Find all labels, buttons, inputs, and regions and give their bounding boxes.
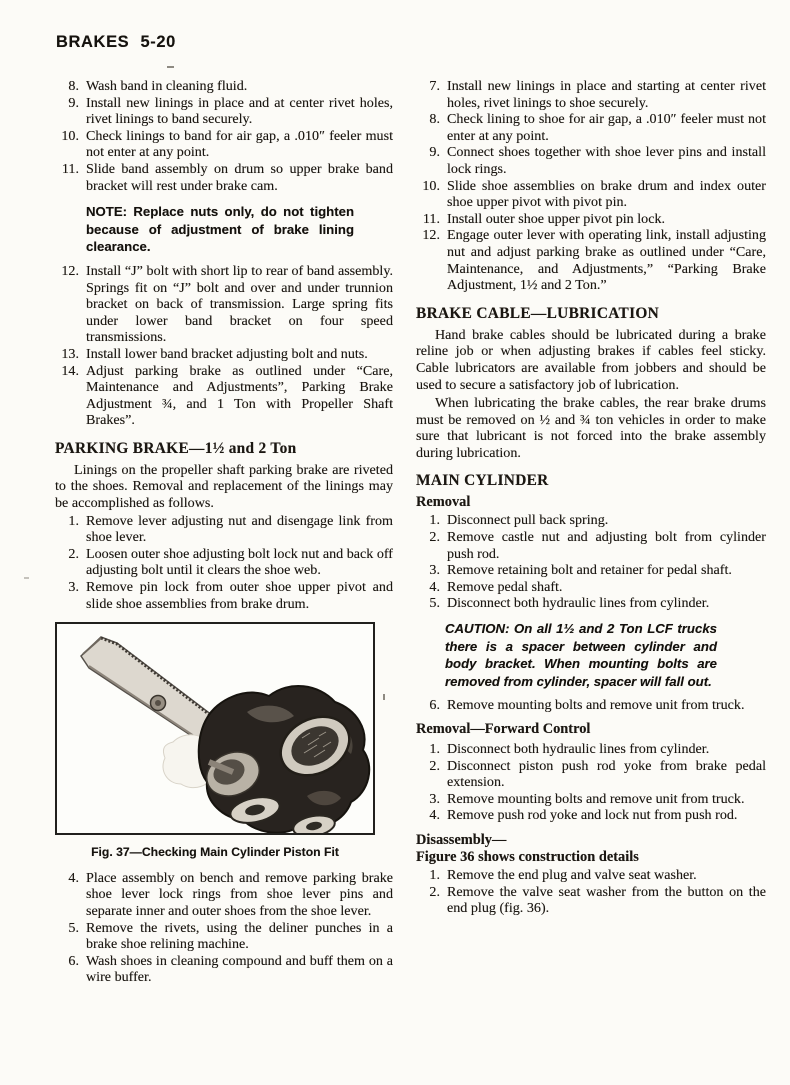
item-number: 5.: [68, 919, 79, 936]
numbered-list-main-cylinder-removal: [416, 512, 766, 612]
figure-37-photo-frame: [55, 622, 375, 835]
left-column: [55, 78, 393, 986]
item-text: Adjust parking brake as outlined under “Care, Maintenance and Adjustments”, Parking Brake Adjustment ¾, and 1 Ton with Propeller Shaft Brakes”.: [86, 362, 393, 429]
item-text: Disconnect pull back spring.: [447, 512, 609, 529]
item-number: 1.: [429, 512, 440, 529]
item-number: 7.: [429, 78, 440, 94]
item-text: Install lower band bracket adjusting bolt and nuts.: [86, 345, 368, 362]
list-item: [416, 178, 766, 211]
item-text: Loosen outer shoe adjusting bolt lock nut and back off adjusting bolt until it clears the shoe web.: [86, 545, 394, 579]
list-item: [55, 363, 393, 429]
item-number: 1.: [429, 866, 440, 883]
item-number: 6.: [68, 952, 79, 969]
item-text: Engage outer lever with operating link, install adjusting nut and adjust parking brake as outlined under “Care, Maintenance, and Adjustments,” “Parking Brake Adjustment, 1½ and 2 Ton.”: [447, 227, 766, 294]
list-item: [416, 884, 766, 917]
item-number: 3.: [429, 562, 440, 579]
item-number: 4.: [68, 869, 79, 886]
item-number: 4.: [429, 807, 440, 824]
item-text: Remove pedal shaft.: [447, 578, 563, 595]
item-text: Place assembly on bench and remove parking brake shoe lever lock rings from shoe lever pins and separate inner and outer shoes from the shoe lever.: [86, 869, 393, 919]
numbered-list-band-relining: [55, 78, 393, 194]
list-item: [416, 579, 766, 596]
list-item: [55, 161, 393, 194]
item-number: 2.: [429, 757, 440, 774]
item-number: 5.: [429, 595, 440, 612]
list-item: [416, 78, 766, 111]
scan-speck: [167, 66, 174, 68]
figure-37: [55, 622, 393, 861]
page-header: BRAKES 5-20: [56, 33, 176, 51]
item-text: Connect shoes together with shoe lever pins and install lock rings.: [447, 144, 766, 177]
item-text: Install “J” bolt with short lip to rear of band assembly. Springs fit on “J” bolt and over and under trunnion bracket on back of transmission. Large spring fits under lower band bracket on four speed transmissions.: [86, 262, 393, 346]
item-text: Install outer shoe upper pivot pin lock.: [447, 210, 666, 227]
item-text: Remove the rivets, using the deliner punches in a brake shoe relining machine.: [86, 919, 393, 953]
item-number: 12.: [61, 262, 79, 279]
list-item: [416, 867, 766, 884]
numbered-list-disassembly: [416, 867, 766, 917]
numbered-list-forward-control-removal: [416, 741, 766, 824]
list-item: [55, 920, 393, 953]
item-text: Slide band assembly on drum so upper brake band bracket will rest under brake cam.: [86, 160, 393, 194]
list-item: [55, 346, 393, 363]
lubrication-paragraph-2: When lubricating the brake cables, the rear brake drums must be removed on ½ and ¾ ton vehicles in order to make sure that lubricant is not forced into the brake assembly during lubrication.: [416, 395, 766, 461]
list-item: [55, 870, 393, 920]
item-number: 10.: [422, 177, 440, 194]
item-number: 1.: [68, 512, 79, 529]
item-text: Install new linings in place and at center rivet holes, rivet linings to band securely.: [86, 94, 393, 128]
item-text: Wash band in cleaning fluid.: [86, 78, 248, 94]
numbered-list-shoe-service: [55, 870, 393, 986]
scan-speck: [24, 577, 29, 579]
list-item: [416, 741, 766, 758]
list-item: [416, 562, 766, 579]
list-item: [55, 128, 393, 161]
item-number: 13.: [61, 345, 79, 362]
item-text: Disconnect piston push rod yoke from brake pedal extension.: [447, 757, 766, 791]
item-number: 9.: [429, 144, 440, 161]
subheading-removal: Removal: [416, 494, 471, 511]
item-number: 3.: [429, 790, 440, 807]
item-text: Remove the valve seat washer from the button on the end plug (fig. 36).: [447, 883, 766, 917]
item-text: Wash shoes in cleaning compound and buff them on a wire buffer.: [86, 952, 393, 986]
item-text: Check lining to shoe for air gap, a .010″ feeler must not enter at any point.: [447, 111, 766, 144]
list-item: [55, 513, 393, 546]
item-text: Install new linings in place and starting at center rivet holes, rivet linings to shoe securely.: [447, 78, 766, 111]
item-text: Remove mounting bolts and remove unit from truck.: [447, 790, 745, 807]
list-item: [416, 697, 766, 714]
figure-37-caption: Fig. 37—Checking Main Cylinder Piston Fit: [91, 845, 339, 860]
list-item: [55, 263, 393, 346]
subheading-disassembly: Disassembly—: [416, 831, 507, 848]
list-item: [55, 546, 393, 579]
item-text: Disconnect both hydraulic lines from cylinder.: [447, 741, 710, 757]
item-number: 1.: [429, 741, 440, 757]
item-number: 3.: [68, 579, 79, 596]
right-column: [416, 78, 766, 917]
parking-brake-paragraph: Linings on the propeller shaft parking brake are riveted to the shoes. Removal and replacement of the linings may be accomplished as follows.: [55, 461, 393, 512]
list-item: [416, 227, 766, 293]
section-heading-parking-brake: PARKING BRAKE—1½ and 2 Ton: [55, 439, 297, 457]
item-text: Remove retaining bolt and retainer for pedal shaft.: [447, 562, 732, 579]
list-item: [55, 95, 393, 128]
item-number: 2.: [68, 545, 79, 562]
list-item: [55, 953, 393, 986]
list-item: [55, 78, 393, 95]
item-text: Disconnect both hydraulic lines from cylinder.: [447, 595, 710, 612]
lubrication-paragraph-1: Hand brake cables should be lubricated during a brake reline job or when adjusting brakes if cables feel sticky. Cable lubricators are available from jobbers and should be used to secure a satisfactory job of lubrication.: [416, 326, 766, 393]
list-item: [416, 791, 766, 808]
numbered-list-band-install: [55, 263, 393, 429]
item-number: 2.: [429, 529, 440, 546]
subheading-removal-forward-control: Removal—Forward Control: [416, 721, 591, 737]
item-text: Check linings to band for air gap, a .010″ feeler must not enter at any point.: [86, 127, 393, 161]
item-text: Remove castle nut and adjusting bolt from cylinder push rod.: [447, 529, 766, 562]
numbered-list-main-cylinder-removal-cont: [416, 697, 766, 714]
numbered-list-shoe-relining: [416, 78, 766, 294]
list-item: [416, 807, 766, 824]
item-number: 9.: [68, 94, 79, 111]
list-item: [416, 758, 766, 791]
item-number: 12.: [422, 227, 440, 244]
list-item: [416, 529, 766, 562]
item-number: 4.: [429, 578, 440, 595]
list-item: [416, 595, 766, 612]
caution-block: CAUTION: On all 1½ and 2 Ton LCF trucks there is a spacer between cylinder and body bracket. When mounting bolts are removed from cylinder, spacer will fall out.: [445, 621, 717, 689]
item-number: 14.: [61, 362, 79, 379]
subheading-figure-36-note: Figure 36 shows construction details: [416, 848, 639, 865]
list-item: [416, 211, 766, 228]
numbered-list-parking-brake-removal: [55, 513, 393, 613]
section-heading-main-cylinder: MAIN CYLINDER: [416, 472, 549, 490]
note-block: NOTE: Replace nuts only, do not tighten because of adjustment of brake lining clearance.: [86, 204, 354, 255]
item-number: 10.: [61, 127, 79, 144]
item-number: 2.: [429, 883, 440, 900]
section-heading-brake-cable-lubrication: BRAKE CABLE—LUBRICATION: [416, 304, 660, 322]
item-number: 11.: [61, 160, 79, 177]
item-number: 8.: [68, 78, 79, 94]
item-text: Remove pin lock from outer shoe upper pivot and slide shoe assemblies from brake drum.: [86, 579, 393, 612]
list-item: [416, 144, 766, 177]
item-text: Remove the end plug and valve seat washer.: [447, 866, 697, 883]
list-item: [416, 512, 766, 529]
item-text: Remove push rod yoke and lock nut from push rod.: [447, 807, 738, 824]
item-number: 8.: [429, 111, 440, 128]
item-number: 6.: [429, 697, 440, 714]
list-item: [416, 111, 766, 144]
item-text: Remove lever adjusting nut and disengage link from shoe lever.: [86, 512, 393, 546]
list-item: [55, 579, 393, 612]
item-number: 11.: [422, 210, 440, 227]
main-cylinder-photo: [57, 624, 373, 833]
item-text: Slide shoe assemblies on brake drum and index outer shoe upper pivot with pivot pin.: [447, 177, 766, 211]
item-text: Remove mounting bolts and remove unit from truck.: [447, 697, 745, 714]
